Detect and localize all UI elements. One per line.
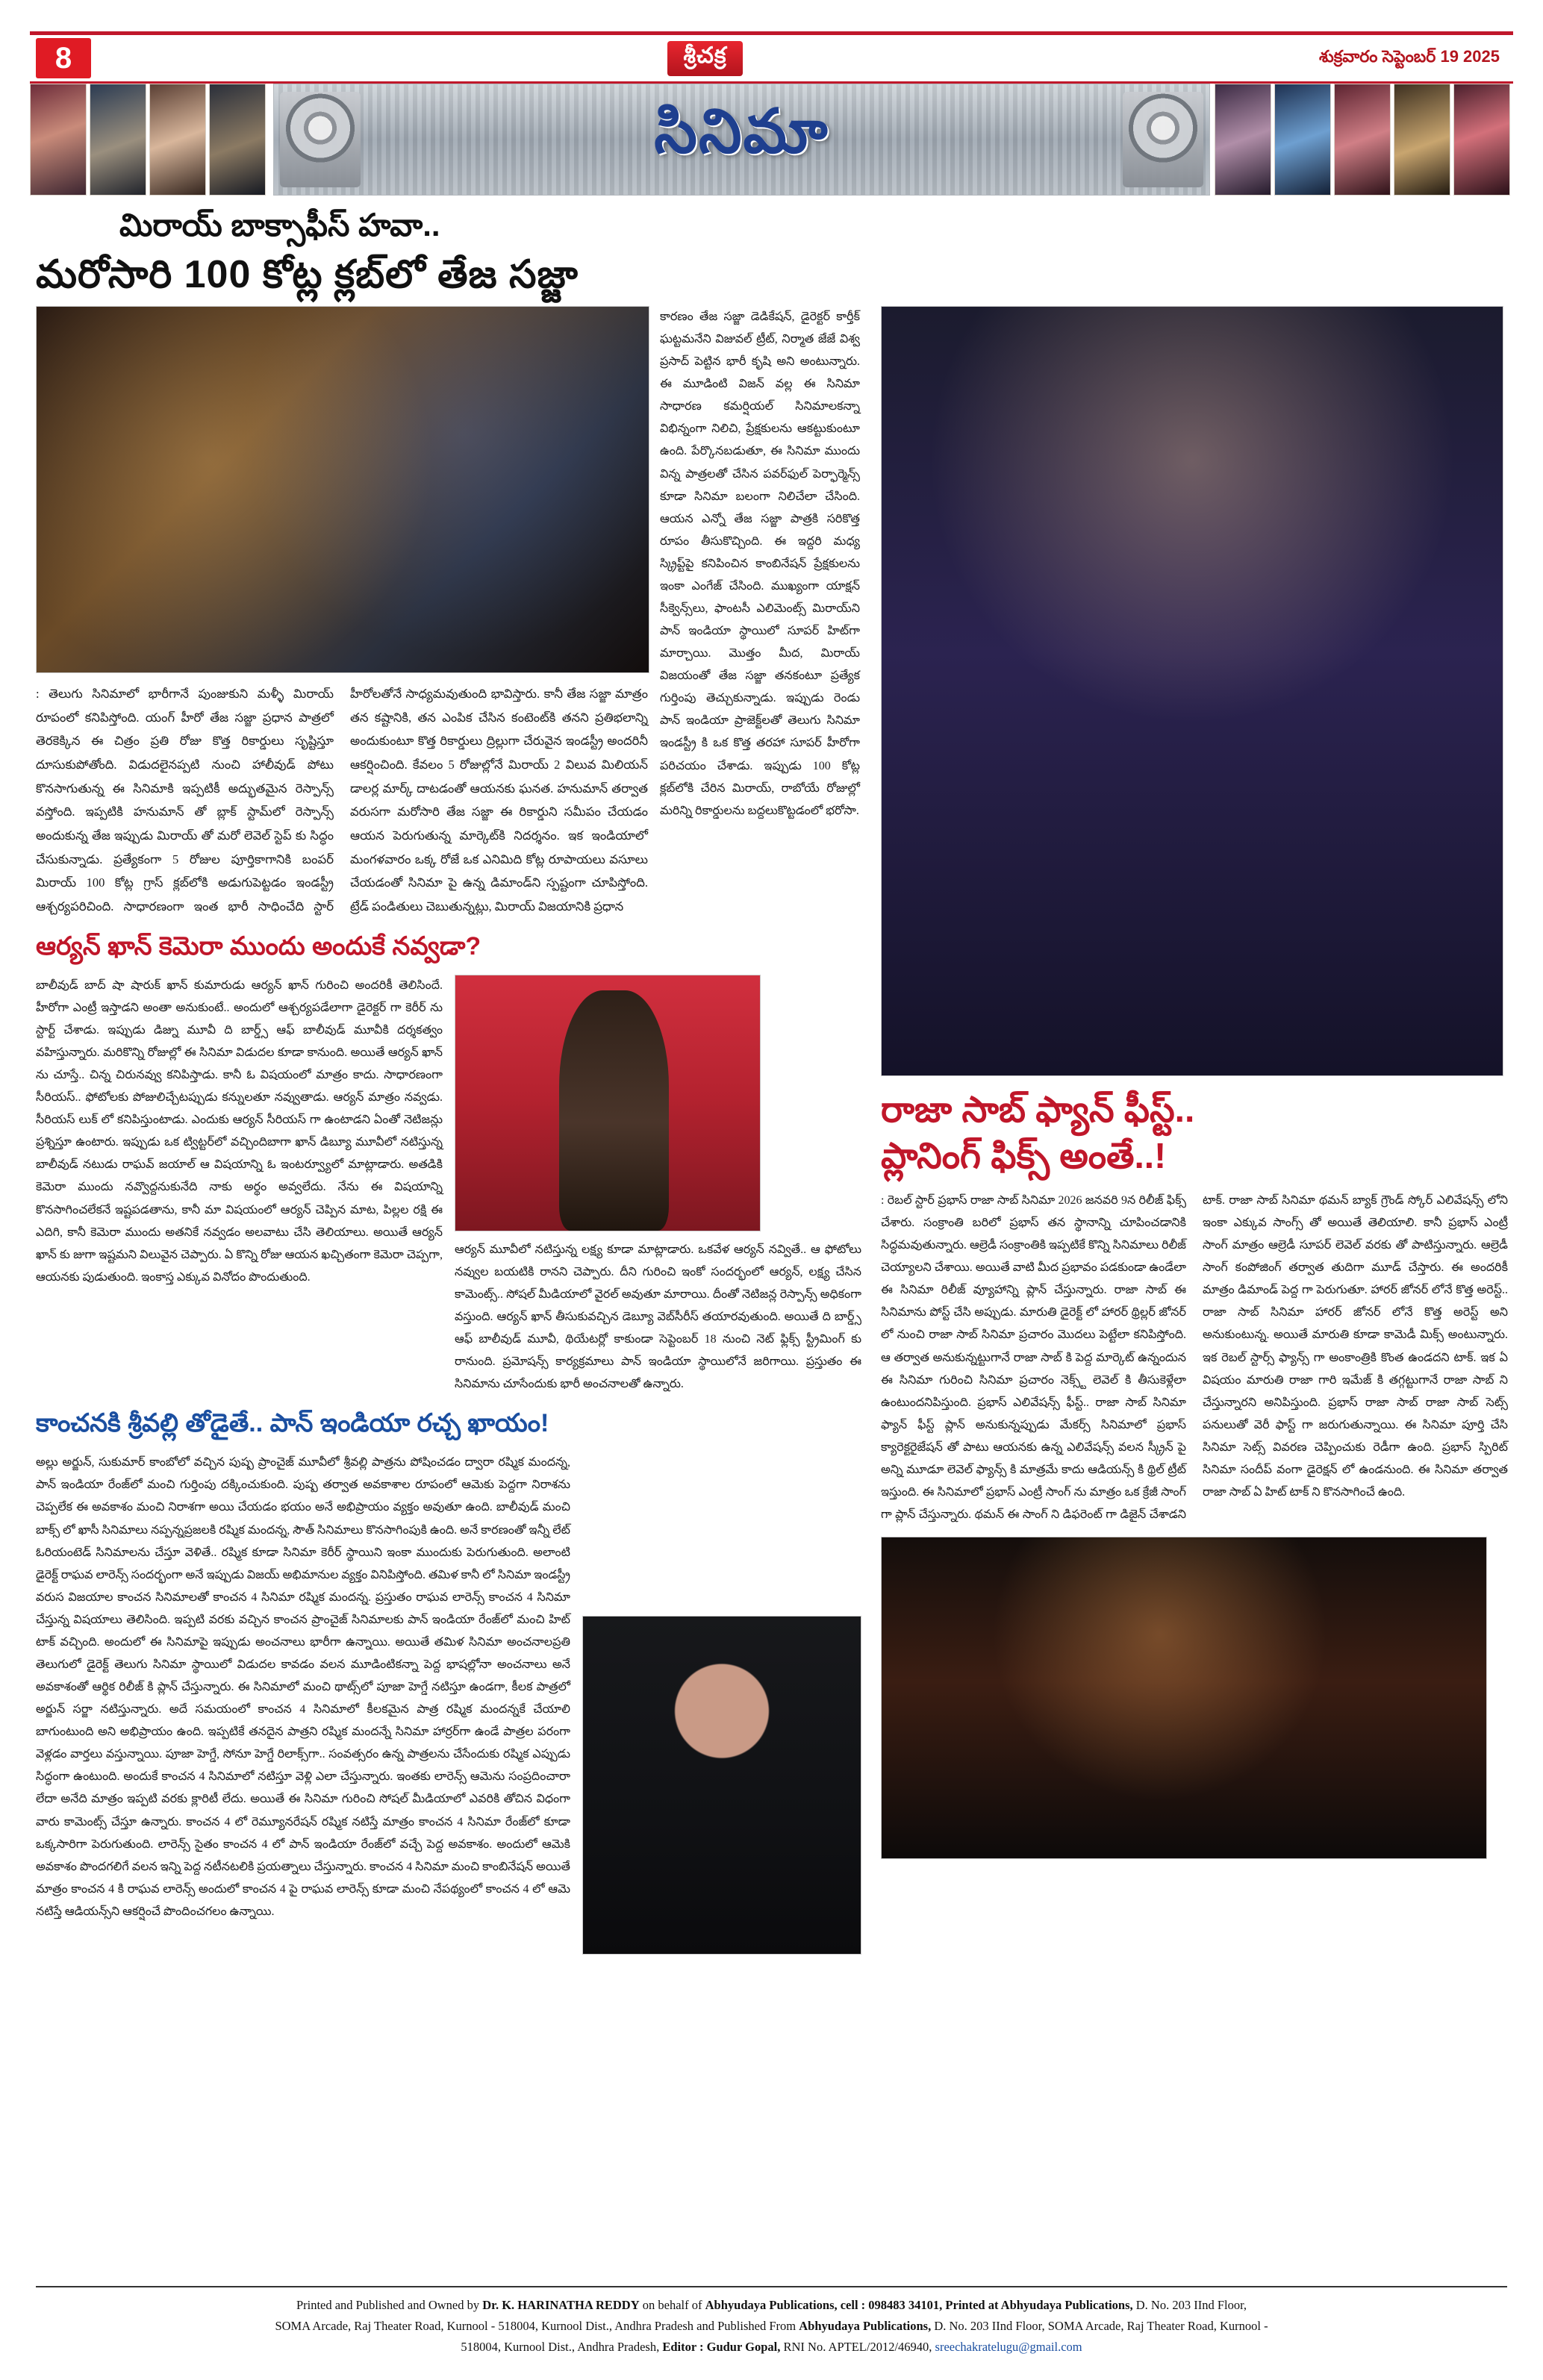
banner-thumb (1334, 84, 1391, 196)
lead-para-1: : తెలుగు సినిమాలో భారీగానే పుంజుకుని మళ్ళీ మిరాయ్ రూపంలో కనిపిస్తోంది. యంగ్ హీరో తేజ సజ్జా ప్రధాన పాత్రలో తెరకెక్కిన ఈ చిత్రం ప్రతి రోజు కొత్త రికార్డులు సృష్టిస్తూ దూసుకుపోతోంది. విడుదలైనప్పటి నుంచి హాలీవుడ్ పోటు కొనసాగుతున్న ఈ సినిమాకి ఇప్పటికీ అద్భుతమైన రెస్పాన్స్ వస్తోంది. ఇప్పటికి హనుమాన్ తో బ్లాక్ స్టామ్‌లో రెస్పాన్స్ అందుకున్న తేజ ఇప్పుడు మిరాయ్ తో మరో లెవెల్ స్టెప్ కు సిద్ధం చేసుకున్నాడు. (36, 687, 334, 866)
banner-thumb (1394, 84, 1450, 196)
footer-l1-mid: on behalf of (639, 2297, 705, 2312)
article2 (36, 975, 861, 1396)
publication-logo: శ్రీచక్ర (667, 41, 744, 76)
article3-text: అల్లు అర్జున్, సుకుమార్ కాంబోలో వచ్చిన పుష్ప ప్రాంచైజ్ మూవీలో శ్రీవల్లి పాత్రను పోషించడం ద్వారా రష్మిక మందన్న, పాన్ ఇండియా రేంజ్‌లో మంచి గుర్తింపు దక్కించుకుంది. పుష్ప తర్వాత అవకాశాల రూపంలో ఆమెకు పెద్దగా నిరాశను చెప్పలేక ఈ అవకాశం మంచి నిరాశగా అయి చేయడం భయం అనే అభిప్రాయం వ్యక్తం అవుతూ ఉంది. బాలీవుడ్ మంచి బాక్స్ లో ఖాసీ సినిమాలు నప్పన్నప్రజలకి రష్మిక మందన్న, సౌత్ సినిమాలు కొనసాగింపుకి ఉంది. అనే కారణంతో ఇన్నీ లేట్ ఓరియంటెడ్ సినిమాలను చేస్తూ వెళితే.. రష్మిక కూడా సినిమా కెరీర్ స్థాయిని ఇంకా ముందుకు పెరుగుతుంది. అలాంటి డైరెక్ట్ రాఘవ లారెన్స్ సందర్భంగా అనే ఇప్పుడు విజయ్ అభిమానుల వ్యక్తం వినిపిస్తోంది. తమిళ కానీ లో సినిమా ఇండస్ట్రీ వరుస విజయాల కాంచన సినిమాలతో కాంచన 4 సినిమా రష్మిక మందన్న. ప్రస్తుతం రాఘవ లారెన్స్ కాంచన 4 సినిమా చేస్తున్న విషయాలు తెలిసింది. ఇప్పటి వరకు వచ్చిన కాంచన ప్రాంచైజ్ సినిమాలకు పాన్ ఇండియా రేంజ్‌లో మంచి హిట్ టాక్ వచ్చింది. అందులో ఈ సినిమాపై ఇప్పుడు అంచనాలు భారీగా ఉన్నాయి. అయితే తమిళ సినిమా అంచనాలప్రతి తెలుగులో డైరెక్ట్ తెలుగు సినిమా స్థాయిలో విడుదల కావడం వలన మూడింటికన్నా పెద్ద భాషల్లోనా అంచనాలు అనే అవకాశంతో ఆర్థిక రిలీజ్ కి ప్లాన్ చేస్తున్నారు. ఈ సినిమాలో మంచి థాట్స్‌లో పూజా హెగ్డే నటిస్తూ ఉండగా, కీలక పాత్రలో అర్జున్ సర్జా నటిస్తున్నారు. అదే సమయంలో కాంచన 4 సినిమాలో కీలకమైన పాత్ర రష్మిక మందన్నకే చేయాలి బాగుంటుంది అని అభిప్రాయం ఉంది. ఇప్పటికే తనదైన పాత్రని రష్మిక మందన్నే సినిమా హార్రర్‌గా ఉండే పాత్రల పరంగా వెళ్లడం వార్తలు వస్తున్నాయి. పూజా హెగ్డే, సోనూ హెగ్డే రిలాక్స్‌గా.. సంవత్సరం ఉన్న పాత్రలను చేసేందుకు రష్మిక ఎప్పుడు సిద్ధంగా ఉంటుంది. అందుకే కాంచన 4 సినిమాలో నటిస్తూ వెళ్లి ఎలా చేస్తున్నారు. ఇంతకు లారెన్స్ ఆమెను సంప్రదించారా లేదా అనేది మాత్రం ఇప్పటి వరకు క్లారిటీ లేదు. అయితే ఈ సినిమా గురించి సోషల్ మీడియాలో ఎవరికి తోచిన విధంగా వారు కామెంట్స్ చేస్తూ ఉన్నారు. కాంచన 4 లో రెమ్యూనరేషన్ రష్మిక నటిస్తే మాత్రం కాంచన 4 సినిమా రేంజ్‌లో కూడా ఒక్కసారిగా పెరుగుతుంది. లారెన్స్ సైతం కాంచన 4 లో పాన్ ఇండియా రేంజ్‌లో వచ్చే పెద్ద అవకాశం. అందులో ఆమెకి అవకాశం పొందగలిగే వలన ఇన్ని పెద్ద నటీనటలికి ప్రయత్నాలు చేస్తున్నారు. కాంచన 4 సినిమా మంచి కాంబినేషన్ అయితే మాత్రం కాంచన 4 కి రాఘవ లారెన్స్ అందులో కాంచన 4 పై రాఘవ లారెన్స్ కూడా మంచి నేపథ్యంలో కాంచన 4 లో ఆమె నటిస్తే ఆడియన్స్‌ని ఆకర్షించే పొందించగలం ఉన్నాయి. (36, 1456, 570, 1918)
footer-l2-pre: SOMA Arcade, Raj Theater Road, Kurnool - 518004, Kurnool Dist., Andhra Pradesh and Published From (275, 2318, 799, 2333)
right-column (881, 306, 1508, 1859)
film-reel-icon (280, 92, 361, 187)
banner-thumb (149, 84, 206, 196)
article3-photo (582, 1616, 861, 1955)
footer-publisher-1: Abhyudaya Publications, cell : 098483 34101, Printed at Abhyudaya Publications, (705, 2297, 1133, 2312)
footer-l2-post: D. No. 203 IInd Floor, SOMA Arcade, Raj Theater Road, Kurnool - (931, 2318, 1268, 2333)
banner-thumb (1274, 84, 1331, 196)
footer-publisher-2: Abhyudaya Publications, (799, 2318, 932, 2333)
lead-kicker: మిరాయ్ బాక్సాఫీస్ హవా.. (119, 207, 440, 243)
article2-col1: బాలీవుడ్ బాద్ షా షారుక్ ఖాన్ కుమారుడు ఆర్యన్ ఖాన్ గురించి అందరికీ తెలిసిందే. హీరోగా ఎంట్రీ ఇస్తాడని అంతా అనుకుంటే.. అందులో ఆశ్చర్యపడేలాగా డైరెక్టర్ గా కెరీర్ ను స్టార్ట్ చేశాడు. ఇప్పుడు డిజ్ను మూవీ ది బార్డ్స్ ఆఫ్ బాలీవుడ్ మూవీకి దర్శకత్వం వహిస్తున్నారు. మరికొన్ని రోజుల్లో ఈ సినిమా విడుదల కూడా కానుంది. అయితే ఆర్యన్ ఖాన్ ను చూస్తే.. చిన్న చిరునవ్వు కనిపిస్తాడు. కానీ ఓ విషయంలో మాత్రం కాదు. సాధారణంగా సీరియస్.. ఫోటోలకు పోజులిచ్చేటప్పుడు కన్నులతూ నవ్వుతాడు. ఆర్యన్ మాత్రం నవ్వడు. సీరియస్ లుక్ లో కనిపిస్తుంటాడు. ఎందుకు ఆర్యన్ సీరియస్ గా ఉంటాడని ఏంతో నెటిజన్లు ప్రశ్నిస్తూ ఉంటారు. ఇప్పుడు ఒక ట్విట్టర్‌లో వచ్చిందిబాగా ఖాన్ డిబ్యూ మూవీలో నటిస్తున్న బాలీవుడ్ నటుడు రాఘవ్ జయాల్ ఆ విషయాన్ని ఓ ఇంటర్వ్యూలో మాట్లాడారు. అతడికి కెమెరా ముందు నవ్వొద్దనుకునేది నాకు అర్థం అవ్వలేదు. నేను ఈ విషయాన్ని కొనసాగించలేకనే ఇష్టపడతాను, కానీ మా విషయంలో ఆర్యన్ చెప్పిన మాట, పిల్లల రక్షి ఈ ఎదిగి, కానీ కెమెరా ముందు అతనికే నవ్వడం అలవాటు చేసి తెలియాలు. అయితే ఆర్యన్ ఖాన్ కు జుగా ఇష్టమని విలువైన చెప్పారు. ఏ కొన్ని రోజు ఆయన ఖచ్చితంగా కెమెరా చెప్పగా, ఆయనకు పుడుతుంది. ఇంకాస్త ఎక్కువ వినోదం పొందుతుంది. (36, 978, 443, 1284)
lead-para-3: కేవలం 5 రోజుల్లోనే మిరాయ్ 2 విలువ మిలియన్ డాలర్ల మార్క్ దాటడంతో ఆయనకు ఘనత. హనుమాన్ తర్వాత వరుసగా మరోసారి తేజ సజ్జా ఈ రికార్డుని సమీపం చేయడం ఆయన పెరుగుతున్న మార్కెట్‌కి నిదర్శనం. ఇక ఇండియాలో మంగళవారం ఒక్క రోజే ఒక ఎనిమిది కోట్ల రూపాయలు వసూలు చేయడంతో సినిమా పై ఉన్న డిమాండ్‌ని స్పష్టంగా చూపిస్తోంది. ట్రేడ్ పండితులు చెబుతున్నట్లు, మిరాయ్ విజయానికి ప్రధాన (350, 758, 649, 914)
section-banner (30, 84, 1513, 196)
banner-thumb (1453, 84, 1510, 196)
footer-editor: Editor : Gudur Gopal, (662, 2339, 781, 2354)
article4-headline-line1: రాజా సాబ్ ఫ్యాన్ ఫీస్ట్.. (881, 1090, 1195, 1130)
footer-imprint (36, 2286, 1507, 2358)
footer-rni: RNI No. APTEL/2012/46940, (780, 2339, 935, 2354)
article3-headline: కాంచనకి శ్రీవల్లి తోడైతే.. పాన్ ఇండియా రచ్చ ఖాయం! (36, 1409, 549, 1438)
article4-headline-line2: ప్లానింగ్ ఫిక్స్ అంతే..! (881, 1137, 1167, 1176)
section-title: సినిమా (654, 98, 829, 166)
left-column (36, 306, 861, 1961)
footer-l1-post: D. No. 203 IInd Floor, (1132, 2297, 1247, 2312)
article3 (36, 1452, 861, 1961)
page-number: 8 (36, 38, 91, 78)
banner-thumb (1215, 84, 1271, 196)
masthead-center (91, 41, 1319, 76)
footer-line-2 (36, 2316, 1507, 2337)
section-title-plate (273, 84, 1210, 196)
film-reel-icon (1123, 92, 1203, 187)
lead-col2-text: కారణం తేజ సజ్జా డెడికేషన్, డైరెక్టర్ కార్తీక్ ఘట్టమనేని విజువల్ ట్రీట్, నిర్మాత జేజే విశ్వ ప్రసాద్ పెట్టిన భారీ కృషి అని అంటున్నారు. ఈ మూడింటి విజన్ వల్ల ఈ సినిమా సాధారణ కమర్షియల్ సినిమాలకన్నా విభిన్నంగా నిలిచి, ప్రేక్షకులను ఆకట్టుకుంటూ ఉంది. పేర్కొనబడుతూ, ఈ సినిమా ముందు విన్న పాత్రలతో చేసిన పవర్‌ఫుల్ పెర్ఫార్మెన్స్ కూడా సినిమా బలంగా నిలిచేలా చేసింది. ఆయన ఎన్నో తేజ సజ్జా పాత్రకి సరికొత్త రూపం తీసుకొచ్చింది. ఈ ఇద్దరి మధ్య స్క్రిప్ట్‌పై కనిపించిన కాంబినేషన్ ప్రేక్షకులను ఇంకా ఎంగేజ్ చేసింది. ముఖ్యంగా యాక్షన్ సీక్వెన్స్‌లు, ఫాంటసీ ఎలిమెంట్స్ మిరాయ్‌ని పాన్ ఇండియా స్థాయిలో సూపర్ హిట్‌గా మార్చాయి. మొత్తం మీద, మిరాయ్ విజయంతో తేజ సజ్జా తనకంటూ ప్రత్యేక గుర్తింపు తెచ్చుకున్నాడు. ఇప్పుడు రెండు పాన్ ఇండియా ప్రాజెక్ట్‌లతో తెలుగు సినిమా ఇండస్ట్రీ కి ఒక కొత్త తరహా సూపర్ హీరోగా పరిచయం చేశాడు. ఇప్పుడు 100 కోట్ల క్లబ్‌లోకి చేరిన మిరాయ్, రాబోయే రోజుల్లో మరిన్ని రికార్డులను బద్దలుకొట్టడంలో భరోసా. (660, 310, 860, 817)
footer-line-1 (36, 2295, 1507, 2316)
footer-line-3 (36, 2337, 1507, 2358)
banner-thumb (30, 84, 87, 196)
article4-text: : రెబల్ స్టార్ ప్రభాస్ రాజా సాబ్ సినిమా 2026 జనవరి 9న రిలీజ్ ఫిక్స్ చేశారు. సంక్రాంతి బరిలో ప్రభాస్ తన స్థానాన్ని చూపించడానికి సిద్ధమవుతున్నారు. ఆల్రెడీ సంక్రాంతికి ఇప్పటికే కొన్ని సినిమాలు రిలీజ్ చెయ్యాలని చేశాయి. అయితే వాటి మీద ప్రభావం పడకుండా ఉండేలా ఈ సినిమా రిలీజ్ వ్యూహాన్ని ప్లాన్ చేస్తున్నారు. రాజా సాబ్ ఈ సినిమాను పోస్ట్ చేసి అప్పుడు. మారుతి డైరెక్ట్ లో హారర్ థ్రిల్లర్ జోనర్ లో నుంచి రాజా సాబ్ సినిమా ప్రచారం మొదలు పెట్టేలా కనిపిస్తోంది. ఆ తర్వాత అనుకున్నట్టుగానే రాజా సాబ్ కి పెద్ద మార్కెట్ ఉన్నందున ఈ సినిమా గురించి సినిమా ప్రచారం నెక్స్ట్ లెవెల్ కి తీసుకెళ్లేలా ఉంటుందనిపిస్తుంది. ప్రభాస్ ఎలివేషన్స్ ఫీస్ట్.. రాజా సాబ్ సినిమా ఫ్యాన్ ఫీస్ట్ ప్లాన్ అనుకున్నప్పుడు మేకర్స్ సినిమాలో ప్రభాస్ క్యారెక్టరైజేషన్ తో పాటు ఆయనకు ఉన్న ఎలివేషన్స్ వలన స్క్రీన్ పై అన్ని మూడూ లెవెల్ ఫ్యాన్స్ కి మాత్రమే కాదు ఆడియన్స్ కి థ్రిల్ ట్రీట్ ఇస్తుంది. ఈ సినిమాలో ప్రభాస్ ఎంట్రీ సాంగ్ ను మాత్రం ఒక క్రేజీ సాంగ్ గా ప్లాన్ చేస్తున్నారు. థమన్ ఈ సాంగ్ ని డిఫరెంట్ గా డిజైన్ చేశాడని టాక్. రాజా సాబ్ సినిమా థమన్ బ్యాక్ గ్రౌండ్ స్కోర్ ఎలివేషన్స్ లోని ఇంకా ఎక్కువ సాంగ్స్ తో అయితే తెలియాలి. కానీ ప్రభాస్ ఎంట్రీ సాంగ్ మాత్రం ఆల్రెడీ సూపర్ లెవెల్ వరకు తో పాటిస్తున్నారు. ఆల్రెడీ సాంగ్ కంపోజింగ్ తర్వాత తుదిగా మూడ్ చేస్తారు. ఈ అందరికీ మాత్రం డిమాండ్ పెద్ద గా పెరుగుతూ. హారర్ జోనర్ లోనే కొత్త అరెస్ట్.. రాజా సాబ్ సినిమా హారర్ జోనర్ లోనే కొత్త అరెస్ట్ అని అనుకుంటున్న. అయితే మారుతి కూడా కామెడీ మిక్స్ అంటున్నారు. ఇక రెబల్ స్టార్స్ ఫ్యాన్స్ గా అంకాంత్రికి కొంత ఉండదని టాక్. ఇక ఏ విషయం మారుతి రాజా గారి ఇమేజ్ కి తగ్గట్టుగానే రాజా సాబ్ ని చేస్తున్నారని అనిపిస్తుంది. ప్రభాస్ రాజా సాబ్ రాజా సాబ్ సెట్స్ పనులుతో వెరీ ఫాస్ట్ గా జరుగుతున్నాయి. ఈ సినిమా పూర్తి చేసి సినిమా సెట్స్ వివరణ చెప్పించుకు రెడీగా ఉంది. ప్రభాస్ స్పిరిట్ సినిమా సందీప్ వంగా డైరెక్షన్ లో ఉండనుంది. ఈ సినిమా తర్వాత రాజా సాబ్ ఏ హిట్ టాక్ ని కొనసాగించే ఉంది. (881, 1194, 1508, 1522)
footer-owner-name: Dr. K. HARINATHA REDDY (482, 2297, 640, 2312)
footer-email[interactable]: sreechakratelugu@gmail.com (935, 2339, 1082, 2354)
feature-actress-photo (881, 306, 1503, 1076)
lead-headline: మరోసారి 100 కోట్ల క్లబ్‌లో తేజ సజ్జా (36, 253, 579, 296)
article4-photo (881, 1537, 1487, 1859)
article2-col2: ఆర్యన్ మూవీలో నటిస్తున్న లక్ష్య కూడా మాట్లాడారు. ఒకవేళ ఆర్యన్ నవ్వితే.. ఆ ఫోటోలు నవ్వుల బయటికి రానని చెప్పారు. దీని గురించి ఇంకో సందర్భంలో ఆర్యన్, లక్ష్య చేసిన కామెంట్స్.. సోషల్ మీడియాలో వైరల్ అవుతూ మారాయి. దీంతో నెటిజన్ల రెస్పాన్స్ అధికంగా వస్తుంది. ఆర్యన్ ఖాన్ తీసుకువచ్చిన డెబ్యూ వెబ్‌సీరీస్ తయారవుతుంది. అయితే ది బార్డ్స్ ఆఫ్ బాలీవుడ్ మూవీ, థియేటర్లో కాకుండా సెప్టెంబర్ 18 నుంచి నెట్ ఫ్లిక్స్ స్ట్రీమింగ్ కు రానుంది. ప్రమోషన్స్ కార్యక్రమాలు పాన్ ఇండియా స్థాయిలోనే జరిగాయి. ప్రస్తుతం ఈ సినిమాను చూసేందుకు భారీ అంచనాలతో ఉన్నారు. (455, 1243, 861, 1391)
masthead (30, 31, 1513, 84)
lead-article (36, 306, 861, 919)
banner-thumb (209, 84, 266, 196)
lead-article-photo (36, 306, 649, 673)
footer-l3-pre: 518004, Kurnool Dist., Andhra Pradesh, (461, 2339, 663, 2354)
banner-thumb (90, 84, 146, 196)
issue-date: శుక్రవారం సెప్టెంబర్ 19 2025 (1319, 46, 1500, 66)
footer-l1-pre: Printed and Published and Owned by (296, 2297, 483, 2312)
article2-headline: ఆర్యన్ ఖాన్ కెమెరా ముందు అందుకే నవ్వడా? (36, 931, 481, 961)
article2-photo (455, 975, 761, 1231)
lead-para-2: ప్రత్యేకంగా 5 రోజుల పూర్తికాగానికి బంపర్ మిరాయ్ 100 కోట్ల గ్రాస్ క్లబ్‌లోకి అడుగుపెట్టడం ఇండస్ట్రీ ఆశ్చర్యపరిచింది. సాధారణంగా ఇంత భారీ సాధించేది స్టార్ హీరోలతోనే సాధ్యమవుతుంది భావిస్తారు. కానీ తేజ సజ్జా మాత్రం తన కష్టానికి, తన ఎంపిక చేసిన కంటెంట్‌కి తనని ప్రతిభలాన్ని అందుకుంటూ కొత్త రికార్డులు ద్రిల్లుగా చేరువైన ఇండస్ట్రీ అందరినీ ఆకర్షించింది. (36, 687, 648, 914)
